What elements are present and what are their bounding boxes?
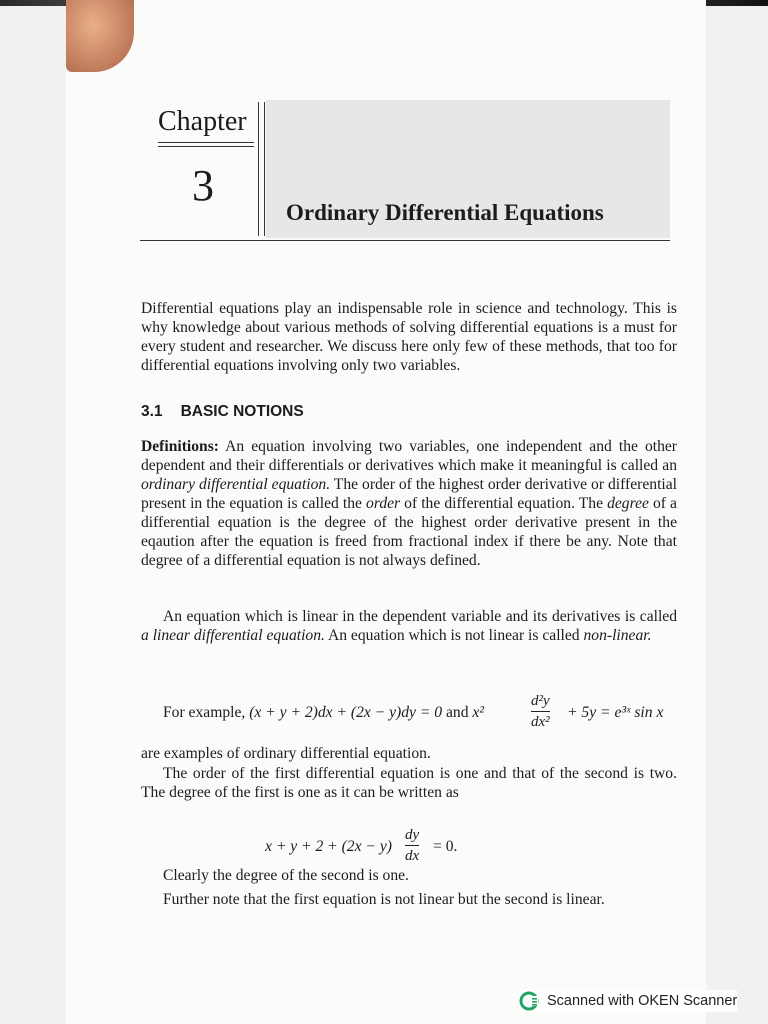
chapter-number: 3	[192, 161, 214, 210]
definitions-lead: Definitions:	[141, 438, 219, 455]
linear-text: An equation which is linear in the dependent variable and its derivatives is called	[163, 608, 677, 625]
definitions-text: of a differential equation is the degree of the highest order derivative present in the eqaution after the equation is freed from fractional index if there be any. Note that degree of a differential equation is not always defined.	[141, 495, 677, 569]
example-equations	[163, 690, 683, 746]
equation-2-coefficient: x²	[472, 704, 484, 721]
fraction-denominator: dx	[405, 848, 420, 864]
equation-3-fraction	[405, 826, 419, 865]
fraction-numerator: d²y	[531, 693, 550, 709]
clearly-line: Clearly the degree of the second is one.	[163, 867, 409, 884]
section-number: 3.1	[141, 403, 163, 420]
chapter-header	[140, 100, 670, 241]
equation-1: (x + y + 2)dx + (2x − y)dy = 0	[249, 704, 443, 721]
equation-2-rest: + 5y = e³ˣ sin x	[567, 704, 664, 721]
example-text	[163, 704, 484, 722]
linear-text: An equation which is not linear is called	[324, 627, 584, 644]
chapter-rule	[158, 146, 254, 147]
fraction-bar	[405, 845, 419, 846]
scanner-watermark	[519, 990, 737, 1012]
equation-3-left: x + y + 2 + (2x − y)	[265, 838, 392, 855]
oken-scanner-icon	[519, 991, 539, 1011]
scanner-watermark-text: Scanned with OKEN Scanner	[547, 993, 738, 1009]
linear-paragraph	[141, 607, 677, 645]
definitions-text: An equation involving two variables, one independent and the other dependent and their differentials or derivatives which make it meaningful is called an	[141, 438, 677, 474]
example-prefix: For example,	[163, 704, 250, 721]
intro-paragraph: Differential equations play an indispensable role in science and technology. This is why knowledge about various methods of solving differential equations is a must for every student and researcher. We discuss here only few of these methods, that too for differential equations involving only two variables.	[141, 300, 677, 374]
chapter-divider	[264, 102, 265, 236]
chapter-label: Chapter	[158, 106, 247, 137]
fraction-bar	[531, 711, 550, 712]
term-degree: degree	[607, 495, 649, 512]
order-paragraph: The order of the first differential equation is one and that of the second is two. The degree of the first is one as it can be written as	[141, 765, 677, 801]
chapter-rule	[158, 142, 254, 143]
chapter-title: Ordinary Differential Equations	[286, 200, 604, 225]
term-ordinary-de: ordinary differential equation.	[141, 476, 331, 493]
example-suffix: are examples of ordinary differential equation.	[141, 745, 431, 762]
fraction-numerator: dy	[405, 827, 420, 843]
equation-3-right: = 0.	[433, 838, 458, 855]
section-heading	[141, 403, 304, 421]
term-non-linear: non-linear.	[583, 627, 652, 644]
term-linear-de: a linear differential equation.	[141, 627, 325, 644]
equation-2-fraction	[531, 692, 550, 731]
definitions-paragraph	[141, 437, 677, 570]
section-title: BASIC NOTIONS	[180, 403, 304, 420]
definitions-text: of the differential equation. The	[400, 495, 608, 512]
chapter-divider	[258, 102, 259, 236]
fraction-denominator: dx²	[531, 714, 550, 730]
definitions-text: The order of the highest order derivative or differential present in the equation is called the	[141, 476, 677, 512]
further-line: Further note that the first equation is not linear but the second is linear.	[163, 891, 605, 908]
term-order: order	[366, 495, 401, 512]
example-and: and	[442, 704, 473, 721]
